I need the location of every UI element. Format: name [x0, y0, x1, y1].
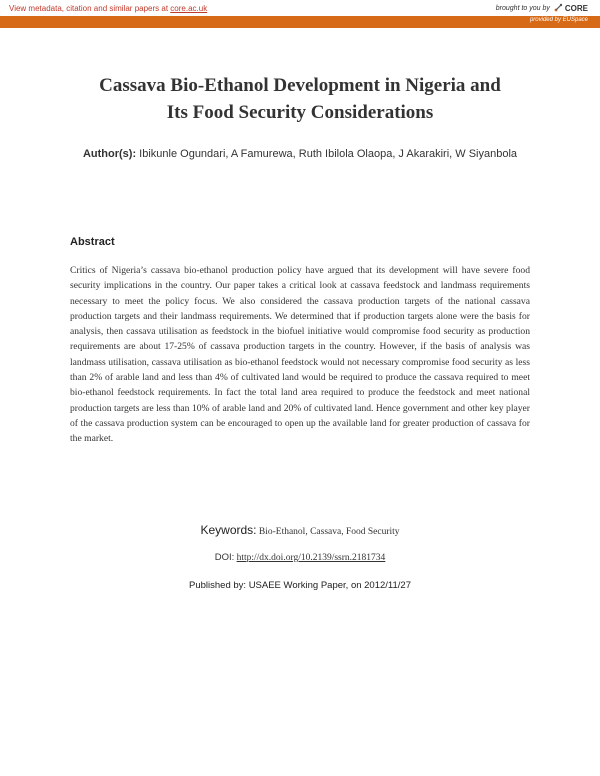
keywords — [0, 523, 600, 537]
abstract-heading: Abstract — [70, 236, 115, 248]
core-header — [0, 0, 600, 30]
doi — [0, 552, 600, 563]
doi-link[interactable]: http://dx.doi.org/10.2139/ssrn.2181734 — [236, 553, 386, 563]
core-logo-icon — [553, 3, 563, 13]
brought-to-you — [496, 3, 588, 13]
published-value: USAEE Working Paper, on 2012/11/27 — [248, 580, 411, 591]
core-logo[interactable] — [553, 3, 588, 13]
provided-by: provided by EUSpace — [529, 17, 588, 23]
brought-text: brought to you by — [495, 4, 550, 12]
core-link[interactable]: core.ac.uk — [170, 4, 208, 13]
published-by — [0, 580, 600, 591]
abstract-text: Critics of Nigeria’s cassava bio-ethanol production policy have argued that its development will have severe food security implications in the country. Our paper takes a critical look at cassava feedstock and landmass requirements necessary to meet the policy focus. We also considered the cassava production targets of the national cassava production targets and their landmass requirements. We determined that if production targets alone were the basis for analysis, then cassava utilisation as feedstock in the biofuel initiative would compromise food security as production requirements are about 17-25% of cassava production targets in the country. However, if the basis of analysis was landmass utilisation, cassava utilisation as bio-ethanol feedstock would not necessary compromise food security as less than 2% of arable land and less than 4% of cultivated land would be required to produce the cassava required to meet bio-ethanol feedstock requirements. In fact the total land area required to produce the feedstock and meet national production targets are less than 10% of arable land and 20% of cultivated land. Hence government and other key player of the cassava production system can be encouraged to open up the available land for greater production of cassava for the market. — [70, 265, 530, 445]
metadata-text: View metadata, citation and similar papers at — [9, 4, 171, 13]
paper-title — [60, 72, 540, 126]
published-label: Published by: — [189, 580, 247, 591]
title-line-1: Cassava Bio-Ethanol Development in Nigeria and — [99, 75, 501, 96]
authors-label: Author(s): — [82, 148, 137, 160]
title-line-2: Its Food Security Considerations — [166, 102, 434, 123]
core-label: CORE — [564, 3, 588, 13]
doi-label: DOI: — [214, 552, 235, 563]
keywords-label: Keywords: — [200, 523, 257, 537]
authors — [80, 146, 520, 162]
keywords-list: Bio-Ethanol, Cassava, Food Security — [258, 527, 400, 537]
orange-band — [0, 16, 600, 28]
metadata-notice — [9, 4, 207, 13]
authors-list: Ibikunle Ogundari, A Famurewa, Ruth Ibilola Olaopa, J Akarakiri, W Siyanbola — [139, 148, 518, 160]
